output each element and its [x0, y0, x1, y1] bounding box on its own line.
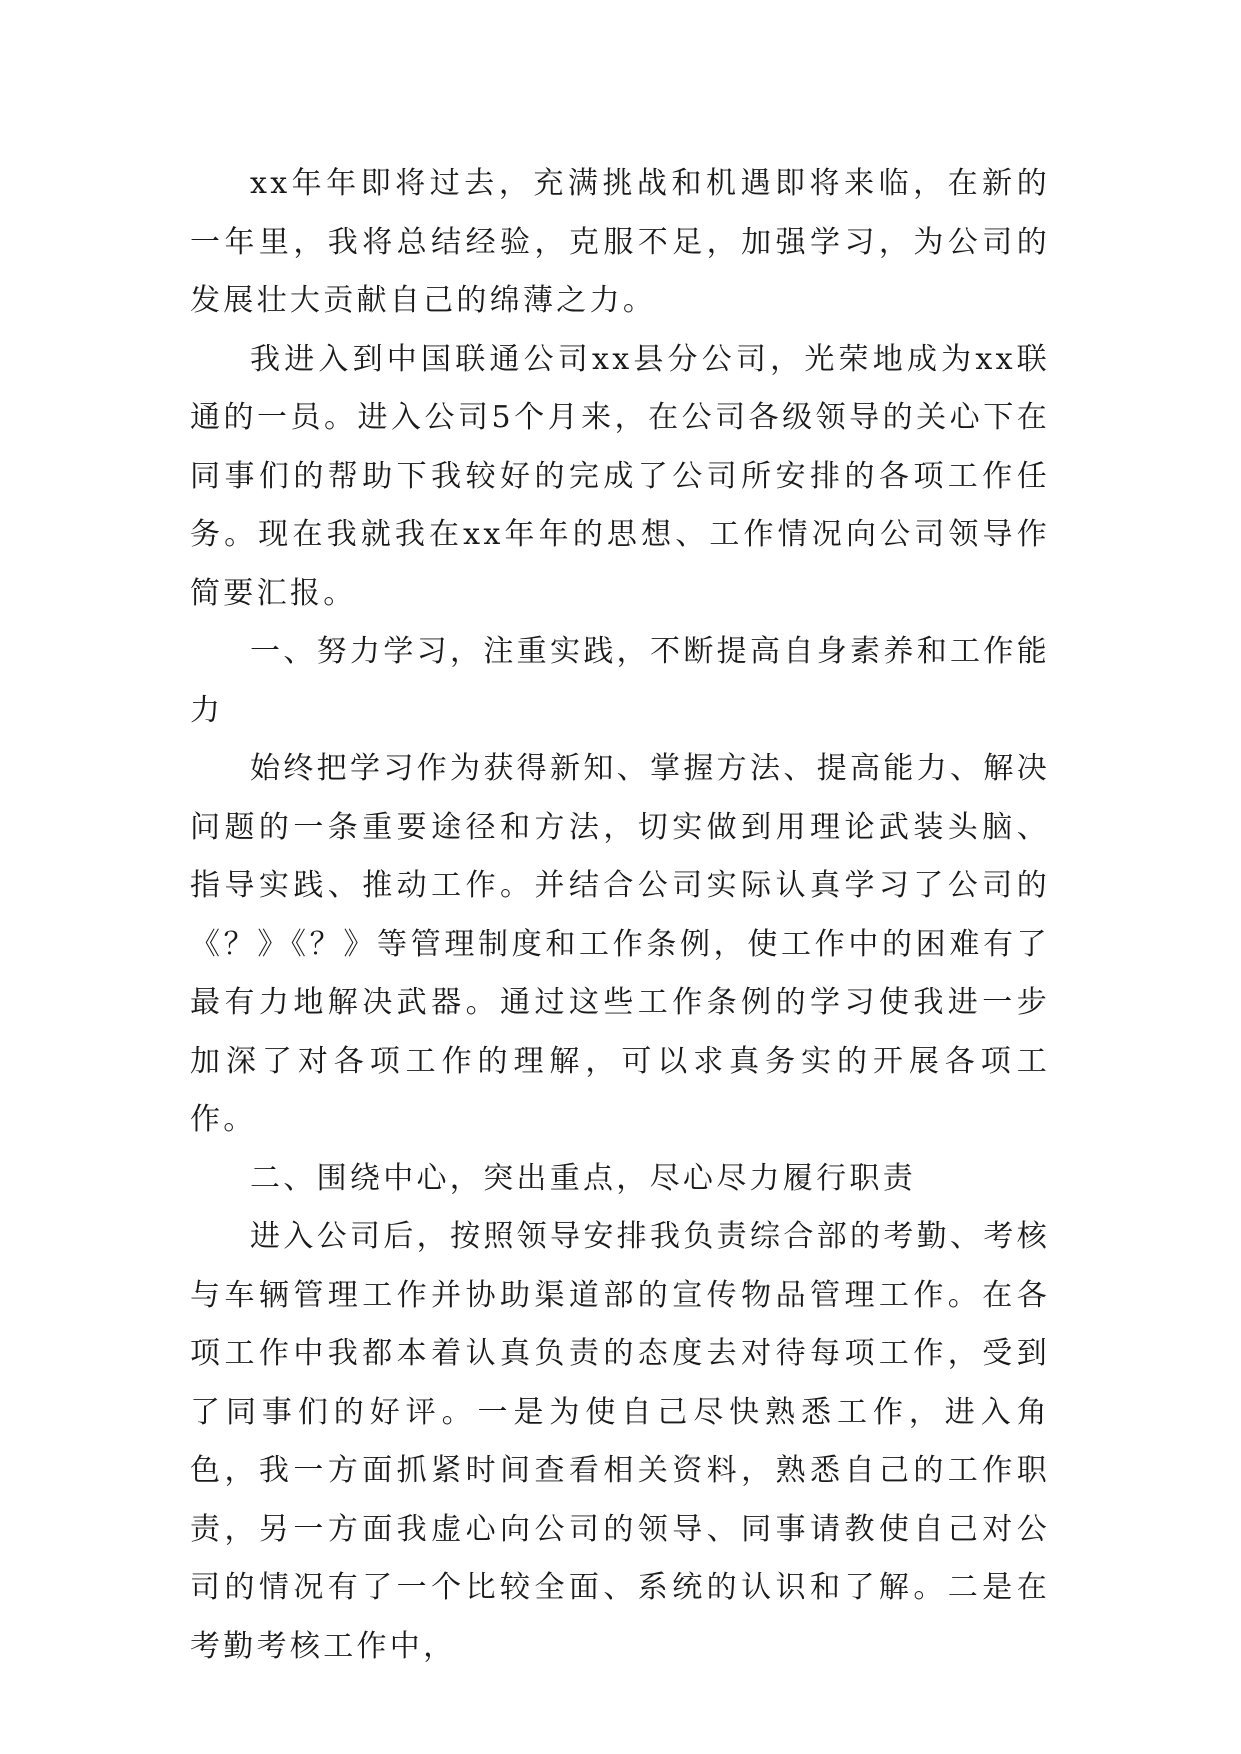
- paragraph-duties: 进入公司后，按照领导安排我负责综合部的考勤、考核与车辆管理工作并协助渠道部的宣传物品管理工作。在各项工作中我都本着认真负责的态度去对待每项工作，受到了同事们的好评。一是为使自己尽快熟悉工作，进入角色，我一方面抓紧时间查看相关资料，熟悉自己的工作职责，另一方面我虚心向公司的领导、同事请教使自己对公司的情况有了一个比较全面、系统的认识和了解。二是在考勤考核工作中，: [190, 1219, 1050, 1664]
- paragraph-study: 始终把学习作为获得新知、掌握方法、提高能力、解决问题的一条重要途径和方法，切实做到用理论武装头脑、指导实践、推动工作。并结合公司实际认真学习了公司的《？》《？》等管理制度和工作条例，使工作中的困难有了最有力地解决武器。通过这些工作条例的学习使我进一步加深了对各项工作的理解，可以求真务实的开展各项工作。: [190, 751, 1050, 1137]
- document-body: [190, 155, 1050, 1676]
- paragraph-closing-intro: xx年年即将过去，充满挑战和机遇即将来临，在新的一年里，我将总结经验，克服不足，加强学习，为公司的发展壮大贡献自己的绵薄之力。: [190, 166, 1050, 318]
- section-heading-1: 一、努力学习，注重实践，不断提高自身素养和工作能力: [190, 634, 1050, 728]
- section-heading-2: 二、围绕中心，突出重点，尽心尽力履行职责: [250, 1160, 916, 1196]
- paragraph-introduction: 我进入到中国联通公司xx县分公司，光荣地成为xx联通的一员。进入公司5个月来，在公司各级领导的关心下在同事们的帮助下我较好的完成了公司所安排的各项工作任务。现在我就我在xx年年的思想、工作情况向公司领导作简要汇报。: [190, 341, 1050, 611]
